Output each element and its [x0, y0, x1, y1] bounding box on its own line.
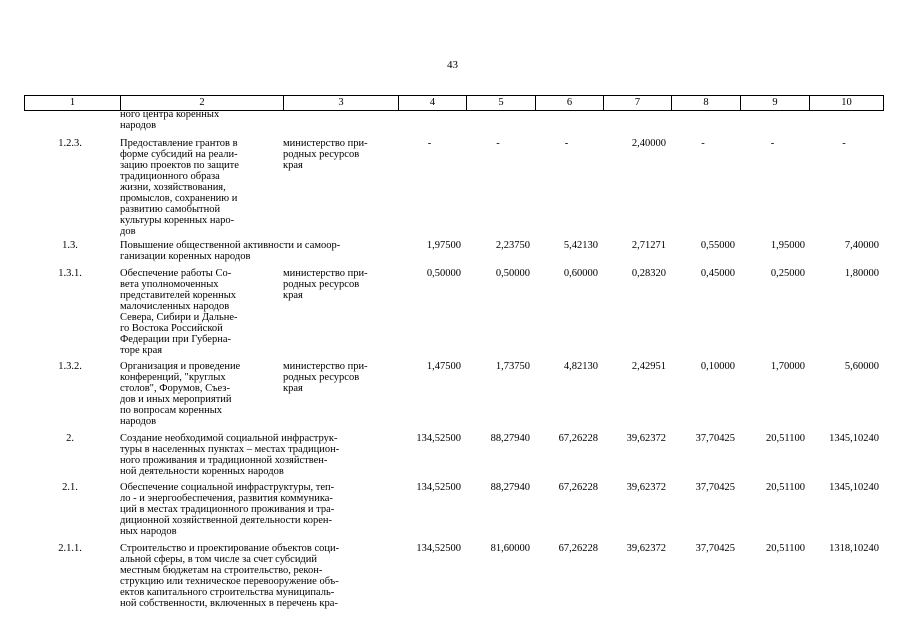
value-col-9: 0,25000 [770, 268, 805, 279]
header-col-6: 6 [535, 96, 603, 110]
value-col-8: 0,10000 [700, 361, 735, 372]
value-col-8: 37,70425 [695, 433, 735, 444]
row-name: Предоставление грантов в форме субсидий на реали- зацию проектов по защите традиционного образа жизни, хозяйствования, промыслов, сохранению и развитию самобытной культуры коренных наро- дов [120, 138, 239, 237]
row-executor: министерство при- родных ресурсов края [283, 138, 368, 171]
row-code: 2.1. [62, 482, 78, 493]
header-col-7: 7 [603, 96, 671, 110]
value-col-6: 67,26228 [558, 482, 598, 493]
value-col-4: - [427, 138, 432, 149]
row-name: Обеспечение социальной инфраструктуры, теп- ло - и энергообеспечения, развития коммуника- ций в местах традиционного проживания и тра- диционной хозяйственной деятельности корен- ных народов [120, 482, 335, 537]
row-name: Обеспечение работы Со- вета уполномоченных представителей коренных малочисленных народов Севера, Сибири и Дальне- го Востока Российской Федерации при Губерна- торе края [120, 268, 238, 356]
row-code: 2.1.1. [58, 543, 82, 554]
value-col-9: 20,51100 [766, 482, 805, 493]
value-col-6: 0,60000 [563, 268, 598, 279]
value-col-10: 1345,10240 [829, 482, 879, 493]
carry-over-text: ного центра коренных народов [120, 109, 220, 131]
value-col-10: - [842, 138, 846, 149]
row-executor: министерство при- родных ресурсов края [283, 361, 368, 394]
row-name: Организация и проведение конференций, "круглых столов", Форумов, Съез- дов и иных мероприятий по вопросам коренных народов [120, 361, 241, 427]
value-col-10: 7,40000 [844, 240, 879, 251]
value-col-10: 1318,10240 [829, 543, 879, 554]
row-name: Создание необходимой социальной инфраструк- туры в населенных пунктах – местах традицион- ного проживания и традиционной хозяйствен- ной деятельности коренных народов [120, 433, 340, 477]
row-name: Повышение общественной активности и самоор- ганизации коренных народов [120, 240, 341, 262]
value-col-5: 0,50000 [495, 268, 530, 279]
value-col-5: 81,60000 [490, 543, 530, 554]
header-col-4: 4 [398, 96, 466, 110]
value-col-9: 20,51100 [766, 433, 805, 444]
header-col-8: 8 [671, 96, 740, 110]
row-code: 1.3. [62, 240, 78, 251]
page-number: 43 [447, 59, 458, 71]
value-col-5: 88,27940 [490, 482, 530, 493]
value-col-6: 67,26228 [558, 433, 598, 444]
value-col-10: 1345,10240 [829, 433, 879, 444]
value-col-5: 88,27940 [490, 433, 530, 444]
header-col-9: 9 [740, 96, 809, 110]
value-col-9: 1,70000 [770, 361, 805, 372]
value-col-4: 1,97500 [426, 240, 461, 251]
value-col-7: 39,62372 [626, 543, 666, 554]
header-col-10: 10 [809, 96, 884, 110]
value-col-4: 1,47500 [426, 361, 461, 372]
value-col-5: - [496, 138, 500, 149]
value-col-7: 2,71271 [631, 240, 666, 251]
row-code: 2. [66, 433, 74, 444]
value-col-6: 67,26228 [558, 543, 598, 554]
value-col-7: 0,28320 [631, 268, 666, 279]
value-col-4: 0,50000 [426, 268, 461, 279]
value-col-4: 134,52500 [416, 482, 461, 493]
value-col-4: 134,52500 [416, 433, 461, 444]
value-col-10: 5,60000 [844, 361, 879, 372]
header-col-5: 5 [466, 96, 535, 110]
header-col-1: 1 [24, 96, 120, 110]
value-col-7: 39,62372 [626, 482, 666, 493]
value-col-5: 1,73750 [495, 361, 530, 372]
value-col-9: 20,51100 [766, 543, 805, 554]
value-col-6: 5,42130 [563, 240, 598, 251]
value-col-6: 4,82130 [563, 361, 598, 372]
value-col-8: 0,55000 [700, 240, 735, 251]
value-col-7: 39,62372 [626, 433, 666, 444]
value-col-9: 1,95000 [770, 240, 805, 251]
row-executor: министерство при- родных ресурсов края [283, 268, 368, 301]
value-col-10: 1,80000 [844, 268, 879, 279]
value-col-8: 37,70425 [695, 543, 735, 554]
value-col-7: 2,42951 [631, 361, 666, 372]
value-col-8: - [701, 138, 705, 149]
value-col-8: 37,70425 [695, 482, 735, 493]
value-col-8: 0,45000 [700, 268, 735, 279]
value-col-9: - [770, 138, 775, 149]
value-col-5: 2,23750 [495, 240, 530, 251]
value-col-7: 2,40000 [631, 138, 666, 149]
value-col-4: 134,52500 [416, 543, 461, 554]
row-code: 1.3.2. [58, 361, 82, 372]
header-col-2: 2 [120, 96, 283, 110]
value-col-6: - [564, 138, 569, 149]
row-code: 1.3.1. [58, 268, 82, 279]
row-code: 1.2.3. [58, 138, 82, 149]
header-col-3: 3 [283, 96, 398, 110]
row-name: Строительство и проектирование объектов соци- альной сферы, в том числе за счет субсидий местным бюджетам на строительство, рекон- струкцию или техническое перевооружение объ- ектов капитального строительства муниципаль- ной собственности, включенных в перечень кра- [120, 543, 340, 609]
